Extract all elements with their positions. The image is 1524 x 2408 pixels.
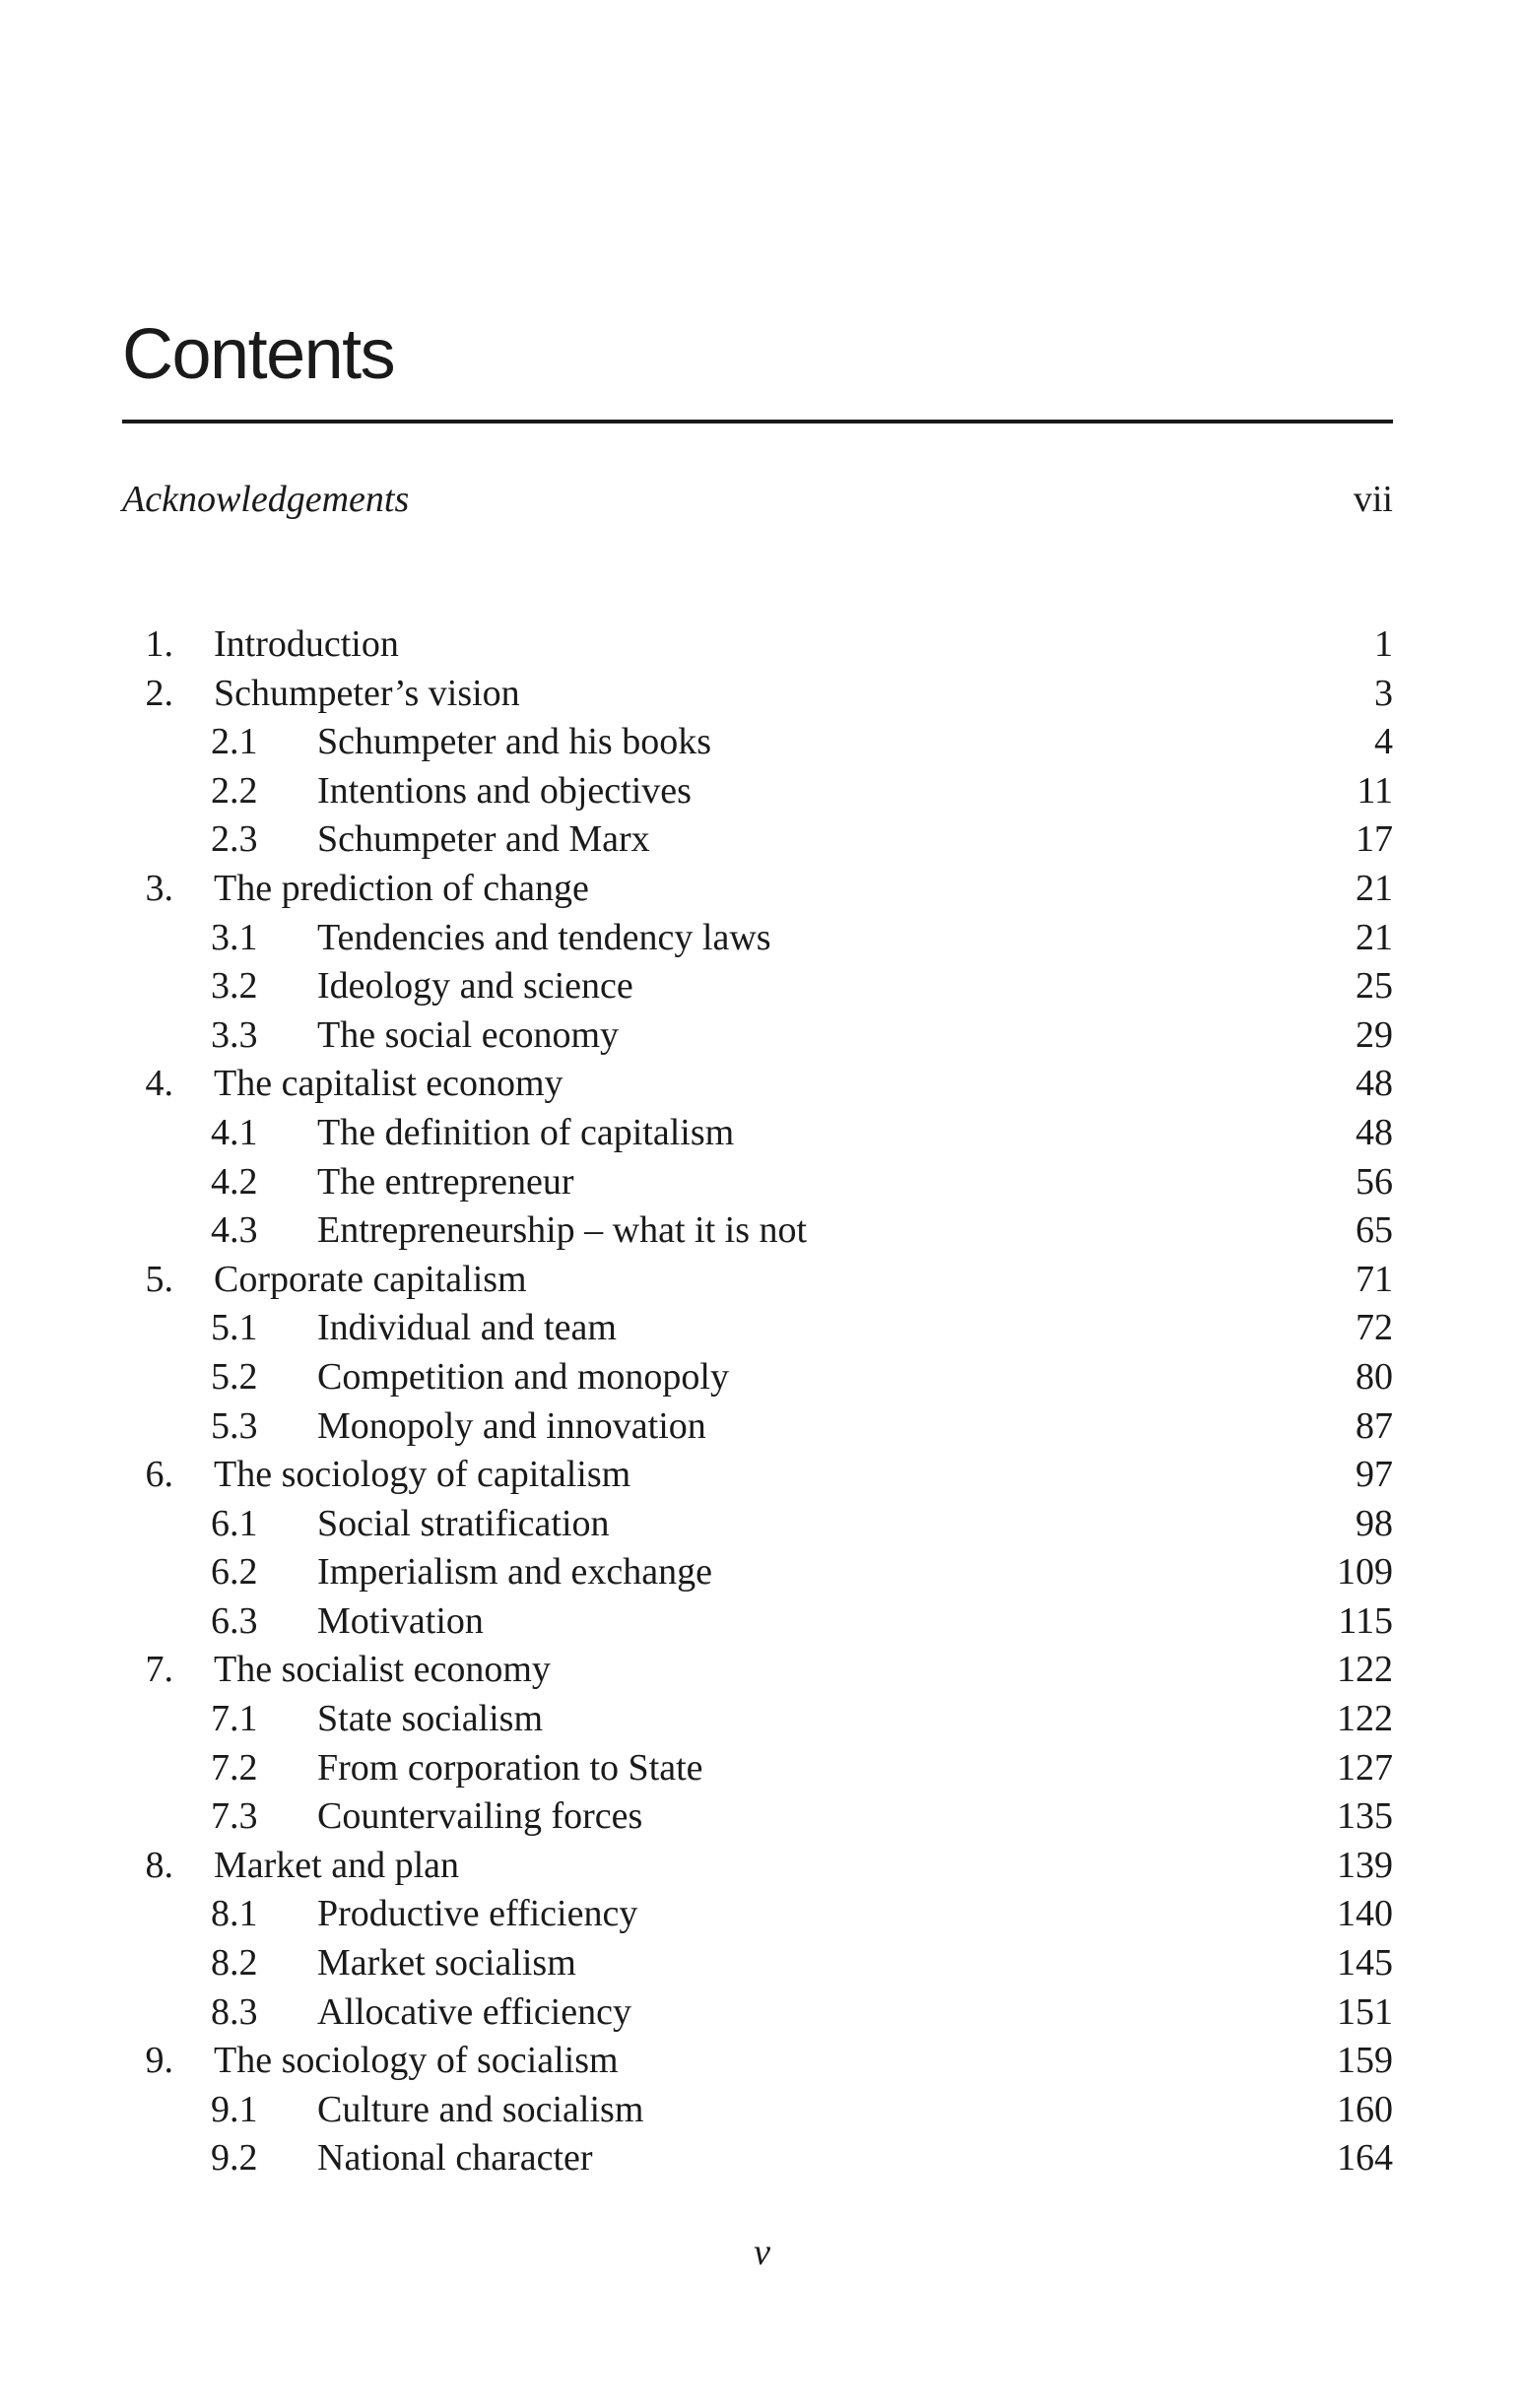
toc-chapter-title: The prediction of change [214,867,589,909]
toc-section-title: The social economy [317,1013,620,1056]
toc-chapter-title: The sociology of socialism [214,2040,619,2082]
toc-section-entry[interactable]: 8.3 Allocative efficiency 151 [122,1988,1393,2038]
toc-section-title: The definition of capitalism [317,1111,735,1153]
toc-chapter-number: 2. [145,672,173,714]
toc-section-title: Intentions and objectives [317,769,692,812]
toc-chapter-entry[interactable] [122,1256,1393,1305]
toc-page-number: 71 [1356,1258,1393,1300]
toc-page-number: 4 [1374,721,1393,763]
toc-section-entry[interactable]: 9.1 Culture and socialism 160 [122,2086,1393,2135]
toc-page-number: 1 [1374,623,1393,665]
toc-page-number: 140 [1337,1893,1393,1935]
toc-page-number: 115 [1338,1599,1393,1642]
toc-section-entry[interactable]: 6.1 Social stratification 98 [122,1500,1393,1549]
toc-page-number: 145 [1337,1942,1393,1985]
toc-section-entry[interactable]: 7.1 State socialism 122 [122,1695,1393,1744]
toc-chapter-title: Introduction [214,623,399,665]
toc-chapter-entry[interactable] [122,620,1393,670]
toc-chapter-title: Schumpeter’s vision [214,672,520,714]
toc-page-number: 3 [1374,672,1393,714]
title-rule [122,420,1393,423]
toc-chapter-title: The socialist economy [214,1649,551,1691]
toc-front-matter-page: vii [1353,479,1393,520]
toc-front-matter-label: Acknowledgements [122,479,410,520]
toc-chapter-number: 5. [145,1258,173,1300]
toc-section-title: Individual and team [317,1307,617,1349]
toc-chapter-entry[interactable] [122,2037,1393,2086]
toc-section-title: Culture and socialism [317,2088,644,2130]
toc-section-title: Schumpeter and Marx [317,818,650,861]
toc-section-entry[interactable]: 2.2 Intentions and objectives 11 [122,767,1393,816]
toc-page-number: 122 [1337,1649,1393,1691]
toc-chapter-number: 9. [145,2040,173,2082]
toc-front-matter-entry[interactable] [122,475,1393,524]
toc-section-title: State socialism [317,1698,544,1740]
toc-chapter-entry[interactable] [122,1060,1393,1109]
toc-page-number: 159 [1337,2040,1393,2082]
toc-page-number: 21 [1356,916,1393,958]
toc-section-entry[interactable]: 4.3 Entrepreneurship – what it is not 65 [122,1206,1393,1256]
toc-chapter-entry[interactable] [122,1842,1393,1891]
toc-chapter-title: The capitalist economy [214,1063,563,1105]
toc-section-entry[interactable]: 5.1 Individual and team 72 [122,1304,1393,1353]
toc-section-title: Entrepreneurship – what it is not [317,1209,808,1252]
toc-page-number: 135 [1337,1795,1393,1838]
toc-page-number: 56 [1356,1160,1393,1203]
toc-page-number: 11 [1357,769,1393,812]
toc-section-entry[interactable]: 3.1 Tendencies and tendency laws 21 [122,914,1393,963]
toc-section-title: Productive efficiency [317,1893,638,1935]
toc-section-title: Schumpeter and his books [317,721,712,763]
toc-chapter-number: 4. [145,1063,173,1105]
toc-page-number: 80 [1356,1355,1393,1398]
toc-section-title: Social stratification [317,1502,610,1544]
toc-chapter-entry[interactable] [122,1451,1393,1500]
toc-chapter-number: 8. [145,1844,173,1886]
toc-page-number: 160 [1337,2088,1393,2130]
toc-list [122,620,1393,2183]
toc-section-title: Allocative efficiency [317,1990,631,2033]
toc-chapter-entry[interactable] [122,670,1393,719]
toc-section-title: Monopoly and innovation [317,1404,706,1447]
toc-chapter-title: The sociology of capitalism [214,1454,631,1496]
toc-chapter-entry[interactable] [122,1646,1393,1695]
toc-chapter-number: 7. [145,1649,173,1691]
toc-section-entry[interactable]: 7.3 Countervailing forces 135 [122,1792,1393,1842]
toc-page-number: 87 [1356,1404,1393,1447]
toc-page-number: 127 [1337,1746,1393,1789]
toc-chapter-number: 6. [145,1454,173,1496]
toc-page-number: 97 [1356,1454,1393,1496]
toc-chapter-title: Market and plan [214,1844,460,1886]
toc-section-title: Imperialism and exchange [317,1551,712,1594]
toc-section-entry[interactable]: 5.3 Monopoly and innovation 87 [122,1402,1393,1452]
toc-section-title: National character [317,2137,593,2180]
toc-page-number: 21 [1356,867,1393,909]
toc-section-title: Motivation [317,1599,484,1642]
page-folio: v [754,2232,770,2273]
toc-page-number: 98 [1356,1502,1393,1544]
toc-chapter-number: 1. [145,623,173,665]
toc-page-number: 164 [1337,2137,1393,2180]
toc-page-number: 109 [1337,1551,1393,1594]
toc-chapter-title: Corporate capitalism [214,1258,527,1300]
toc-section-title: From corporation to State [317,1746,703,1789]
toc-page-number: 151 [1337,1990,1393,2033]
toc-page-number: 17 [1356,818,1393,861]
toc-section-title: The entrepreneur [317,1160,574,1203]
toc-section-title: Countervailing forces [317,1795,643,1838]
toc-page-number: 25 [1356,965,1393,1008]
toc-section-entry[interactable]: 4.1 The definition of capitalism 48 [122,1109,1393,1158]
toc-page-number: 139 [1337,1844,1393,1886]
toc-section-entry[interactable]: 2.3 Schumpeter and Marx 17 [122,815,1393,865]
toc-section-entry[interactable]: 3.2 Ideology and science 25 [122,962,1393,1011]
toc-section-entry[interactable]: 9.2 National character 164 [122,2134,1393,2183]
toc-section-entry[interactable]: 6.2 Imperialism and exchange 109 [122,1548,1393,1597]
toc-section-entry[interactable]: 8.1 Productive efficiency 140 [122,1890,1393,1939]
toc-page-number: 65 [1356,1209,1393,1252]
toc-page-number: 72 [1356,1307,1393,1349]
toc-section-title: Market socialism [317,1942,576,1985]
toc-section-title: Tendencies and tendency laws [317,916,771,958]
toc-page-number: 122 [1337,1698,1393,1740]
toc-section-entry[interactable]: 5.2 Competition and monopoly 80 [122,1353,1393,1402]
page-title: Contents [122,315,395,394]
toc-page-number: 48 [1356,1063,1393,1105]
toc-page-number: 48 [1356,1111,1393,1153]
toc-section-entry[interactable]: 4.2 The entrepreneur 56 [122,1158,1393,1207]
toc-section-entry[interactable]: 7.2 From corporation to State 127 [122,1744,1393,1793]
toc-section-entry[interactable]: 3.3 The social economy 29 [122,1011,1393,1061]
toc-chapter-entry[interactable] [122,865,1393,914]
toc-section-entry[interactable]: 6.3 Motivation 115 [122,1597,1393,1647]
toc-section-entry[interactable]: 2.1 Schumpeter and his books 4 [122,718,1393,767]
toc-page-number: 29 [1356,1013,1393,1056]
toc-section-title: Competition and monopoly [317,1355,729,1398]
toc-section-entry[interactable]: 8.2 Market socialism 145 [122,1939,1393,1988]
toc-chapter-number: 3. [145,867,173,909]
toc-section-title: Ideology and science [317,965,633,1008]
